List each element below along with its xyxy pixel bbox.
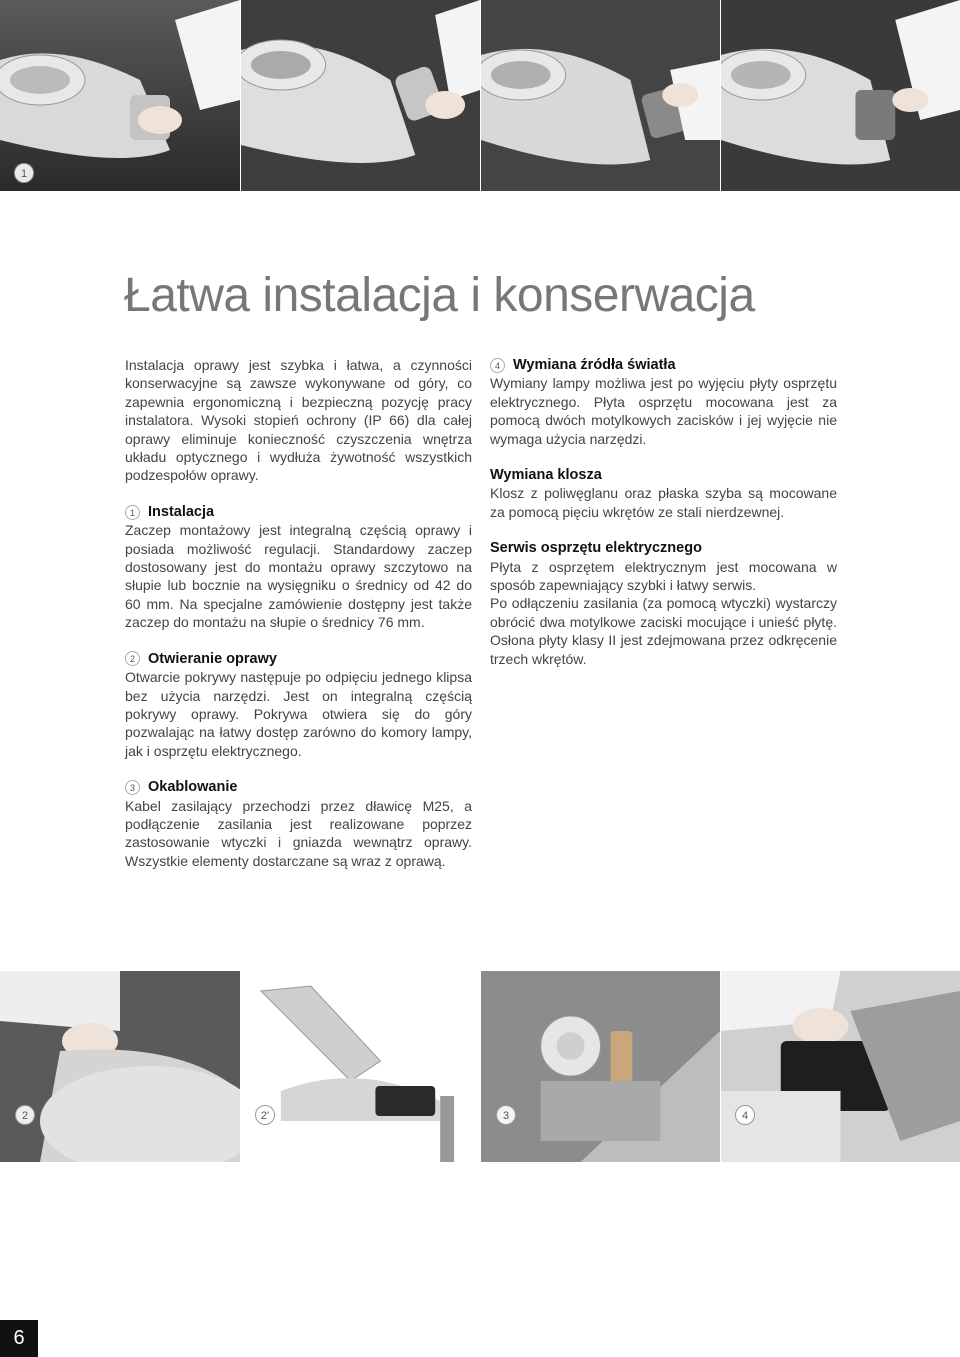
photo-gear-tray [720,971,960,1162]
section-heading: Okablowanie [148,779,238,796]
section-wymiana-zrodla [490,356,837,448]
photo-badge: 1 [14,163,34,183]
step-number-badge: 3 [125,780,140,795]
right-column [490,356,837,668]
section-heading: Wymiana źródła światła [513,357,676,373]
bottom-photo-strip [0,971,960,1162]
section-heading: Serwis osprzętu elektrycznego [490,540,702,557]
step-number-badge: 4 [490,358,505,373]
section-body: Kabel zasilający przechodzi przez dławicę M25, a podłączenie zasilania jest realizowane poprzez zastosowanie wtyczki i gniazda wewnątrz oprawy. Wszystkie elementy dostarczane są wraz z oprawą. [125,797,472,869]
photo-installation-step-2 [240,0,480,191]
photo-badge: 3 [496,1105,516,1125]
section-body: Zaczep montażowy jest integralną częścią oprawy i posiada możliwość regulacji. Standardowy zaczep dostosowany jest do montażu oprawy szczytowo na słupie lub bocznie na wysięgniku o średnicy od 42 do 60 mm. Na specjalne zamówienie dostępny jest także zaczep do montażu na słupie o średnicy 76 mm. [125,522,472,631]
section-heading: Instalacja [148,503,215,520]
section-heading: Otwieranie oprawy [148,650,277,667]
page-title: Łatwa instalacja i konserwacja [124,269,755,322]
photo-badge: 4 [735,1105,755,1125]
section-okablowanie [125,778,472,870]
left-column [125,356,472,870]
section-body-continued: Po odłączeniu zasilania (za pomocą wtyczki) wystarczy obrócić dwa motylkowe zaciski mocujące i unieść płytę. Osłona płyty klasy II jest zdejmowana przez odkręcenie trzech wkrętów. [490,595,837,667]
photo-badge: 2' [255,1105,275,1125]
section-instalacja [125,503,472,632]
section-serwis [490,539,837,668]
section-wymiana-klosza [490,466,837,521]
photo-badge: 2 [15,1105,35,1125]
section-body: Płyta z osprzętem elektrycznym jest mocowana w sposób zapewniający szybki i łatwy serwis. [490,558,837,594]
section-otwieranie [125,650,472,760]
photo-opening-cover [0,971,240,1162]
section-body: Klosz z poliwęglanu oraz płaska szyba są mocowane za pomocą pięciu wkrętów ze stali nierdzewnej. [490,485,837,520]
photo-open-luminaire [240,971,480,1162]
section-body: Wymiany lampy możliwa jest po wyjęciu płyty osprzętu elektrycznego. Płyta osprzętu mocowana jest za pomocą dwóch motylkowych zacisków i jej wyjęcie nie wymaga użycia narzędzi. [490,375,837,447]
section-body: Otwarcie pokrywy następuje po odpięciu jednego klipsa bez użycia narzędzi. Jest on integralną częścią pokrywy oprawy. Pokrywa otwiera się do góry pozwalając na łatwy dostęp zarówno do komory lampy, jak i osprzętu elektrycznego. [125,669,472,759]
photo-installation-step-4 [720,0,960,191]
top-photo-strip [0,0,960,191]
step-number-badge: 1 [125,505,140,520]
intro-text: Instalacja oprawy jest szybka i łatwa, a czynności konserwacyjne są zawsze wykonywane od góry, co zapewnia ergonomiczną i bezpieczną pozycję pracy instalatora. Wysoki stopień ochrony (IP 66) dla całej oprawy eliminuje konieczność czyszczenia wnętrza układu optycznego i wydłuża żywotność wszystkich podzespołów oprawy. [125,357,472,484]
page-number: 6 [0,1320,38,1357]
photo-installation-step-3 [480,0,720,191]
intro-section [125,356,472,485]
section-heading: Wymiana klosza [490,467,602,484]
photo-cable-gland [480,971,720,1162]
step-number-badge: 2 [125,651,140,666]
photo-installation-step-1 [0,0,240,191]
